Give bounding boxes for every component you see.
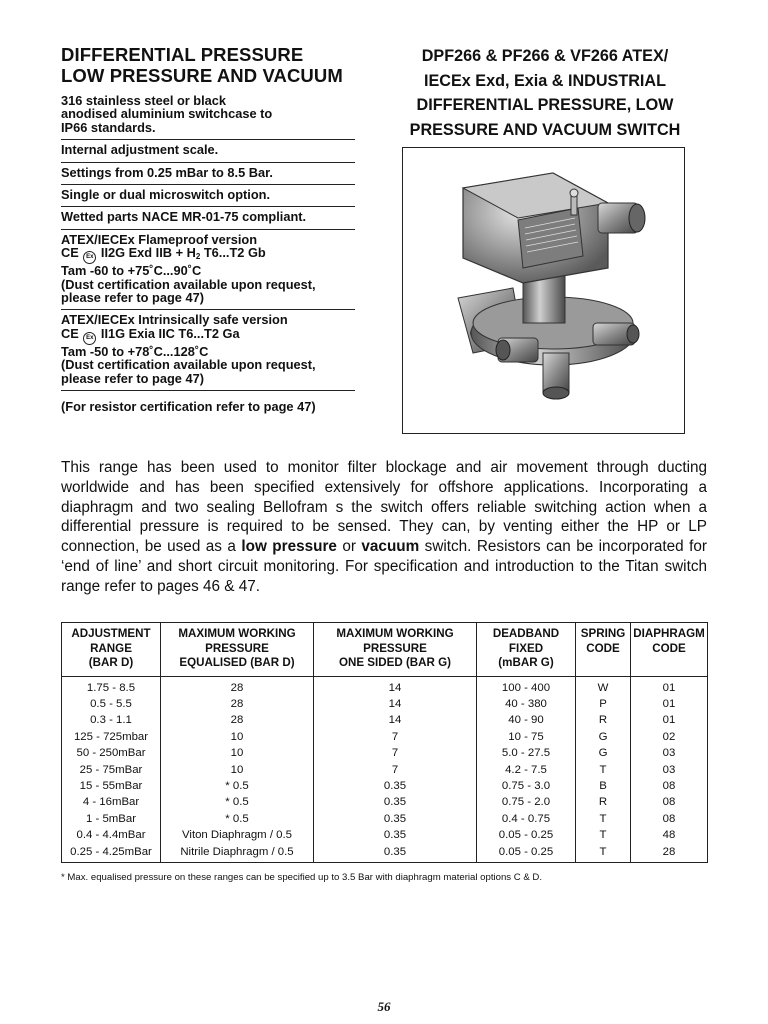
column-header xyxy=(576,623,631,677)
table-cell: 1 - 5mBar xyxy=(62,811,161,827)
table-cell: 10 xyxy=(161,762,314,778)
spec-flameproof xyxy=(61,230,355,311)
certification-marking xyxy=(61,327,355,345)
description-paragraph xyxy=(61,458,707,597)
table-cell: 0.35 xyxy=(314,794,477,810)
table-cell: R xyxy=(576,712,631,728)
ex-symbol-icon: Ex xyxy=(83,251,96,264)
spec-material xyxy=(61,94,355,140)
table-row xyxy=(62,844,708,863)
table-cell: 40 - 90 xyxy=(477,712,576,728)
paragraph-text: This range has been used to monitor filter blockage and air movement through ducting worldwide and has been specified extensively for offshore applications. Incorporating a diaphragm and two sealing Bellofram s the switch offers reliable switching action when a differential pressure is required to be sensed. They can, by venting either the HP or LP connection, be used as a xyxy=(61,459,707,556)
column-header-line: CODE xyxy=(586,641,620,655)
spec-text: ATEX/IECEx Intrinsically safe version xyxy=(61,312,288,328)
spec-text: Tam -60 to +75˚C...90˚C xyxy=(61,263,202,279)
ex-symbol-icon: Ex xyxy=(83,332,96,345)
table-cell: 0.35 xyxy=(314,778,477,794)
column-header-line: PRESSURE xyxy=(205,641,269,655)
table-cell: 10 xyxy=(161,729,314,745)
table-row xyxy=(62,696,708,712)
table-cell: G xyxy=(576,745,631,761)
table-cell: 1.75 - 8.5 xyxy=(62,676,161,696)
table-cell: 01 xyxy=(631,676,708,696)
column-header xyxy=(161,623,314,677)
product-photo xyxy=(402,147,685,434)
spec-text: Single or dual microswitch option. xyxy=(61,187,271,203)
column-header-line: ADJUSTMENT xyxy=(71,627,151,640)
column-header-line: CODE xyxy=(652,641,686,655)
table-cell: 48 xyxy=(631,827,708,843)
table-cell: 7 xyxy=(314,762,477,778)
table-cell: 125 - 725mbar xyxy=(62,729,161,745)
table-cell: 28 xyxy=(161,696,314,712)
table-cell: 7 xyxy=(314,729,477,745)
table-cell: 03 xyxy=(631,762,708,778)
feature-column xyxy=(61,44,355,419)
spec-adjustment xyxy=(61,140,355,162)
table-header-row xyxy=(62,623,708,677)
marking-text: T6...T2 Gb xyxy=(200,245,266,261)
table-cell: 01 xyxy=(631,712,708,728)
table-cell: 08 xyxy=(631,778,708,794)
table-cell: 4 - 16mBar xyxy=(62,794,161,810)
table-cell: 0.5 - 5.5 xyxy=(62,696,161,712)
column-header xyxy=(314,623,477,677)
column-header-line: DEADBAND xyxy=(492,627,560,640)
table-cell: 0.4 - 0.75 xyxy=(477,811,576,827)
table-cell: 0.3 - 1.1 xyxy=(62,712,161,728)
table-cell: 4.2 - 7.5 xyxy=(477,762,576,778)
table-cell: 14 xyxy=(314,696,477,712)
title-line: DIFFERENTIAL PRESSURE xyxy=(61,44,304,65)
column-header-line: (BAR D) xyxy=(88,656,134,669)
table-cell: 10 xyxy=(161,745,314,761)
heading-line: PRESSURE AND VACUUM SWITCH xyxy=(409,120,681,139)
table-cell: 0.35 xyxy=(314,827,477,843)
product-heading xyxy=(390,44,700,142)
column-header xyxy=(477,623,576,677)
column-header-line: RANGE xyxy=(90,641,132,655)
table-cell: 100 - 400 xyxy=(477,676,576,696)
table-row xyxy=(62,729,708,745)
table-cell: 02 xyxy=(631,729,708,745)
spec-settings xyxy=(61,163,355,185)
paragraph-text: or xyxy=(336,538,362,556)
bold-term: low pressure xyxy=(241,538,337,556)
table-cell: 10 - 75 xyxy=(477,729,576,745)
certification-marking xyxy=(61,246,355,264)
table-cell: G xyxy=(576,729,631,745)
table-cell: 0.35 xyxy=(314,811,477,827)
table-cell: 15 - 55mBar xyxy=(62,778,161,794)
table-cell: T xyxy=(576,844,631,863)
marking-text: II2G Exd IIB + H xyxy=(100,245,196,261)
table-cell: 0.4 - 4.4mBar xyxy=(62,827,161,843)
table-row xyxy=(62,712,708,728)
table-row xyxy=(62,745,708,761)
spec-nace xyxy=(61,207,355,229)
table-cell: R xyxy=(576,794,631,810)
column-header-line: (mBAR G) xyxy=(498,656,554,669)
table-footnote: * Max. equalised pressure on these ranges can be specified up to 3.5 Bar with diaphragm material options C & D. xyxy=(61,872,543,883)
table-cell: T xyxy=(576,811,631,827)
table-cell: T xyxy=(576,762,631,778)
specification-table xyxy=(61,622,708,863)
table-cell: 25 - 75mBar xyxy=(62,762,161,778)
table-cell: 0.25 - 4.25mBar xyxy=(62,844,161,863)
table-row xyxy=(62,676,708,696)
table-cell: 14 xyxy=(314,712,477,728)
table-cell: B xyxy=(576,778,631,794)
column-header-line: MAXIMUM WORKING xyxy=(178,627,296,640)
table-cell: 28 xyxy=(161,712,314,728)
table-cell: 0.05 - 0.25 xyxy=(477,827,576,843)
spec-text: (Dust certification available upon request, xyxy=(61,276,316,292)
marking-subscript: 2 xyxy=(195,252,201,262)
table-cell: T xyxy=(576,827,631,843)
table-cell: 0.75 - 2.0 xyxy=(477,794,576,810)
spec-text: (For resistor certification refer to page 47) xyxy=(61,399,316,415)
table-cell: 0.35 xyxy=(314,844,477,863)
table-cell: 01 xyxy=(631,696,708,712)
ce-mark: CE xyxy=(61,325,79,341)
column-header-line: ONE SIDED (BAR G) xyxy=(338,656,452,669)
column-header-line: PRESSURE xyxy=(363,641,427,655)
spec-resistor xyxy=(61,391,355,418)
spec-microswitch xyxy=(61,185,355,207)
spec-text: please refer to page 47) xyxy=(61,290,204,306)
spec-text: please refer to page 47) xyxy=(61,370,204,386)
table-cell: 40 - 380 xyxy=(477,696,576,712)
spec-text: anodised aluminium switchcase to xyxy=(61,106,273,122)
spec-text: 316 stainless steel or black xyxy=(61,93,227,108)
column-header-line: MAXIMUM WORKING xyxy=(336,627,454,640)
table-row xyxy=(62,762,708,778)
table-cell: * 0.5 xyxy=(161,811,314,827)
table-row xyxy=(62,794,708,810)
spec-text: Internal adjustment scale. xyxy=(61,142,219,158)
table-cell: P xyxy=(576,696,631,712)
table-cell: Nitrile Diaphragm / 0.5 xyxy=(161,844,314,863)
table-body xyxy=(62,676,708,862)
table-cell: * 0.5 xyxy=(161,778,314,794)
table-row xyxy=(62,811,708,827)
table-cell: 50 - 250mBar xyxy=(62,745,161,761)
heading-line: DIFFERENTIAL PRESSURE, LOW xyxy=(416,96,674,114)
table-cell: 0.05 - 0.25 xyxy=(477,844,576,863)
table-cell: 08 xyxy=(631,811,708,827)
page-title xyxy=(61,44,355,86)
page-number: 56 xyxy=(377,999,391,1014)
spec-text: (Dust certification available upon request, xyxy=(61,357,316,373)
table-cell: * 0.5 xyxy=(161,794,314,810)
spec-text: ATEX/IECEx Flameproof version xyxy=(61,231,258,247)
table-cell: 0.75 - 3.0 xyxy=(477,778,576,794)
heading-line: DPF266 & PF266 & VF266 ATEX/ xyxy=(421,47,669,65)
paragraph-text: switch. Resistors can be incorporated for ‘end of line’ and short circuit monitoring. For specification and introduction to the Titan switch range refer to pages 46 & 47. xyxy=(61,538,707,595)
table-cell: 14 xyxy=(314,676,477,696)
spec-intrinsic xyxy=(61,310,355,391)
column-header-line: FIXED xyxy=(508,641,544,655)
column-header-line: EQUALISED (BAR D) xyxy=(179,656,295,669)
column-header-line: DIAPHRAGM xyxy=(633,627,705,640)
table-cell: W xyxy=(576,676,631,696)
title-line: LOW PRESSURE AND VACUUM xyxy=(61,65,343,86)
table-cell: 08 xyxy=(631,794,708,810)
heading-line: IECEx Exd, Exia & INDUSTRIAL xyxy=(424,71,666,90)
ce-mark: CE xyxy=(61,245,79,261)
table-cell: Viton Diaphragm / 0.5 xyxy=(161,827,314,843)
spec-text: Wetted parts NACE MR-01-75 compliant. xyxy=(61,209,307,225)
table-cell: 7 xyxy=(314,745,477,761)
table-cell: 28 xyxy=(631,844,708,863)
table-row xyxy=(62,827,708,843)
spec-text: Tam -50 to +78˚C...128˚C xyxy=(61,343,209,359)
spec-text: IP66 standards. xyxy=(61,119,156,135)
bold-term: vacuum xyxy=(361,538,420,556)
column-header xyxy=(631,623,708,677)
marking-text: II1G Exia IIC T6...T2 Ga xyxy=(100,325,240,341)
pressure-switch-illustration xyxy=(403,148,685,434)
table-cell: 28 xyxy=(161,676,314,696)
table-row xyxy=(62,778,708,794)
column-header xyxy=(62,623,161,677)
column-header-line: SPRING xyxy=(580,627,626,640)
table-cell: 03 xyxy=(631,745,708,761)
table-cell: 5.0 - 27.5 xyxy=(477,745,576,761)
spec-text: Settings from 0.25 mBar to 8.5 Bar. xyxy=(61,164,273,180)
